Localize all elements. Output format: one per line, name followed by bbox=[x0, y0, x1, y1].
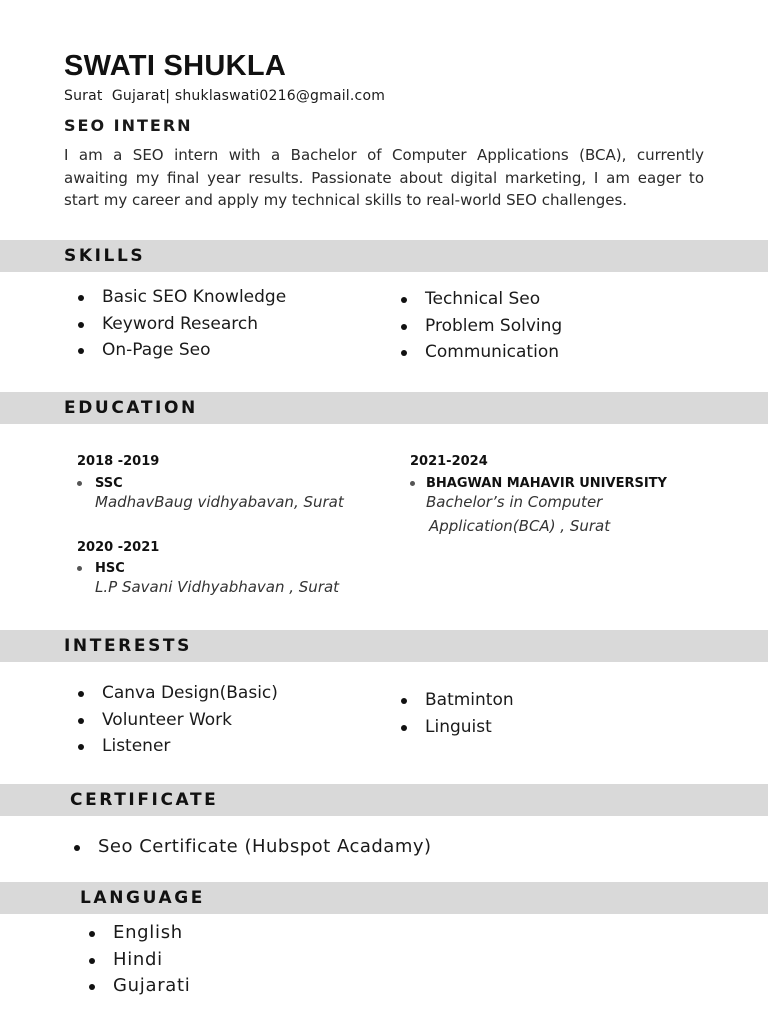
interest-item: Linguist bbox=[399, 714, 514, 741]
skills-section-header bbox=[0, 240, 768, 272]
skill-item: On-Page Seo bbox=[76, 337, 286, 364]
interests-title: INTERESTS bbox=[64, 636, 192, 656]
skills-title: SKILLS bbox=[64, 246, 146, 266]
skill-item: Keyword Research bbox=[76, 311, 286, 338]
interest-item: Canva Design(Basic) bbox=[76, 680, 278, 707]
skill-item: Technical Seo bbox=[399, 286, 562, 313]
education-years: 2020 -2021 bbox=[77, 540, 160, 555]
interest-item: Volunteer Work bbox=[76, 707, 278, 734]
skills-list-right bbox=[399, 286, 562, 366]
language-item: Hindi bbox=[87, 947, 190, 974]
certificate-list bbox=[72, 834, 432, 860]
resume-name: SWATI SHUKLA bbox=[64, 50, 287, 82]
certificate-section-header bbox=[0, 784, 768, 816]
education-level: HSC bbox=[95, 561, 125, 576]
education-institution: Bachelor’s in Computer bbox=[426, 493, 603, 511]
interest-item: Batminton bbox=[399, 687, 514, 714]
education-level: SSC bbox=[95, 476, 123, 491]
education-years: 2018 -2019 bbox=[77, 454, 160, 469]
bullet-icon bbox=[410, 481, 415, 486]
education-institution: Application(BCA) , Surat bbox=[429, 517, 611, 535]
education-title: EDUCATION bbox=[64, 398, 198, 418]
interests-list-left bbox=[76, 680, 278, 760]
education-institution: L.P Savani Vidhyabhavan , Surat bbox=[95, 578, 340, 596]
bullet-icon bbox=[77, 481, 82, 486]
skills-list-left bbox=[76, 284, 286, 364]
interest-item: Listener bbox=[76, 733, 278, 760]
certificate-item: Seo Certificate (Hubspot Acadamy) bbox=[72, 834, 432, 860]
language-item: Gujarati bbox=[87, 973, 190, 1000]
bullet-icon bbox=[77, 566, 82, 571]
interests-list-right bbox=[399, 687, 514, 740]
education-years: 2021-2024 bbox=[410, 454, 488, 469]
language-section-header bbox=[0, 882, 768, 914]
language-item: English bbox=[87, 920, 190, 947]
skill-item: Problem Solving bbox=[399, 313, 562, 340]
education-institution: MadhavBaug vidhyabavan, Surat bbox=[95, 493, 344, 511]
interests-section-header bbox=[0, 630, 768, 662]
contact-line: Surat Gujarat| shuklaswati0216@gmail.com bbox=[64, 88, 386, 104]
skill-item: Basic SEO Knowledge bbox=[76, 284, 286, 311]
profile-summary: I am a SEO intern with a Bachelor of Computer Applications (BCA), currently awaiting my final year results. Passionate about digital marketing, I am eager to start my career and apply my technical skills to real-world SEO challenges. bbox=[64, 146, 704, 209]
education-section-header bbox=[0, 392, 768, 424]
job-title: SEO INTERN bbox=[64, 116, 193, 135]
language-list bbox=[87, 920, 190, 1000]
skill-item: Communication bbox=[399, 339, 562, 366]
language-title: LANGUAGE bbox=[80, 888, 205, 908]
education-level: BHAGWAN MAHAVIR UNIVERSITY bbox=[426, 476, 667, 491]
certificate-title: CERTIFICATE bbox=[70, 790, 219, 810]
